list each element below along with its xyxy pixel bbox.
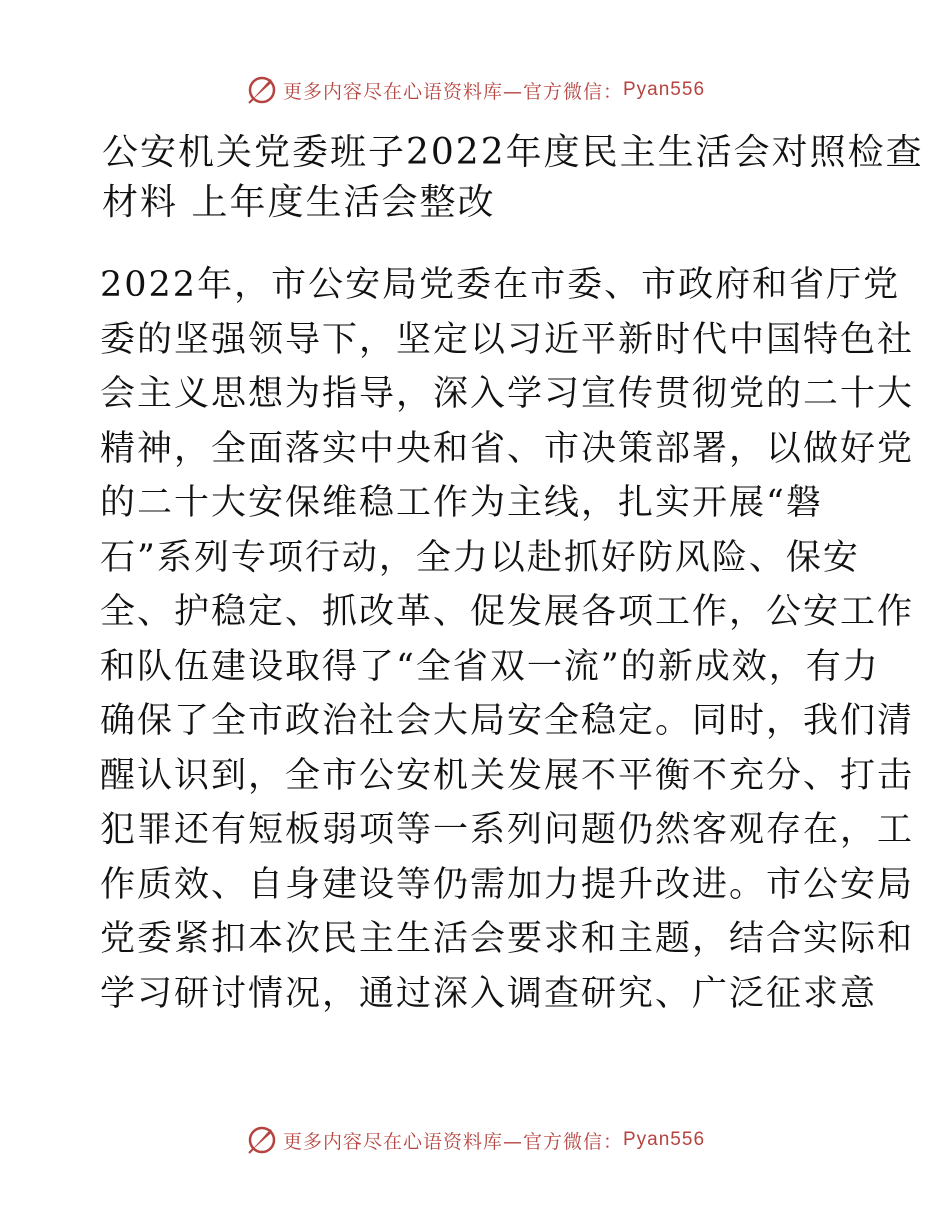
watermark-banner-bottom <box>0 1118 950 1162</box>
body-line: 作质效、自身建设等仍需加力提升改进。市公安局 <box>100 864 915 905</box>
title-line: 公安机关党委班子2022年度民主生活会对照检查 <box>102 132 924 173</box>
body-line: 确保了全市政治社会大局安全稳定。同时，我们清 <box>100 701 915 741</box>
body-line: 全、护稳定、抓改革、促发展各项工作，公安工作 <box>100 592 915 632</box>
wechat-id: Pyan556 <box>623 1129 706 1150</box>
body-line: 精神，全面落实中央和省、市决策部署，以做好党 <box>100 428 915 469</box>
body-line: 党委紧扣本次民主生活会要求和主题，结合实际和 <box>100 919 915 959</box>
body-line: 会主义思想为指导，深入学习宣传贯彻党的二十大 <box>100 374 915 414</box>
watermark-text: 更多内容尽在心语资料库—官方微信： <box>282 80 623 103</box>
title-line: 材料 上年度生活会整改 <box>102 182 496 223</box>
body-line: 犯罪还有短板弱项等一系列问题仍然客观存在，工 <box>100 810 915 850</box>
body-line: 学习研讨情况，通过深入调查研究、广泛征求意 <box>100 973 878 1014</box>
body-line: 石”系列专项行动，全力以赴抓好防风险、保安 <box>100 537 860 578</box>
wechat-id: Pyan556 <box>623 79 706 100</box>
document-body <box>100 258 915 1021</box>
quill-logo-icon <box>245 1123 279 1157</box>
watermark-text: 更多内容尽在心语资料库—官方微信： <box>282 1130 623 1153</box>
body-line: 2022年，市公安局党委在市委、市政府和省厅党 <box>100 265 901 305</box>
document-title <box>102 128 924 228</box>
watermark-banner-top <box>0 68 950 112</box>
body-line: 醒认识到，全市公安机关发展不平衡不充分、打击 <box>100 755 915 796</box>
body-line: 的二十大安保维稳工作为主线，扎实开展“磐 <box>100 483 823 523</box>
quill-logo-icon <box>245 73 279 107</box>
body-line: 和队伍建设取得了“全省双一流”的新成效，有力 <box>100 646 880 687</box>
body-line: 委的坚强领导下，坚定以习近平新时代中国特色社 <box>100 319 915 360</box>
